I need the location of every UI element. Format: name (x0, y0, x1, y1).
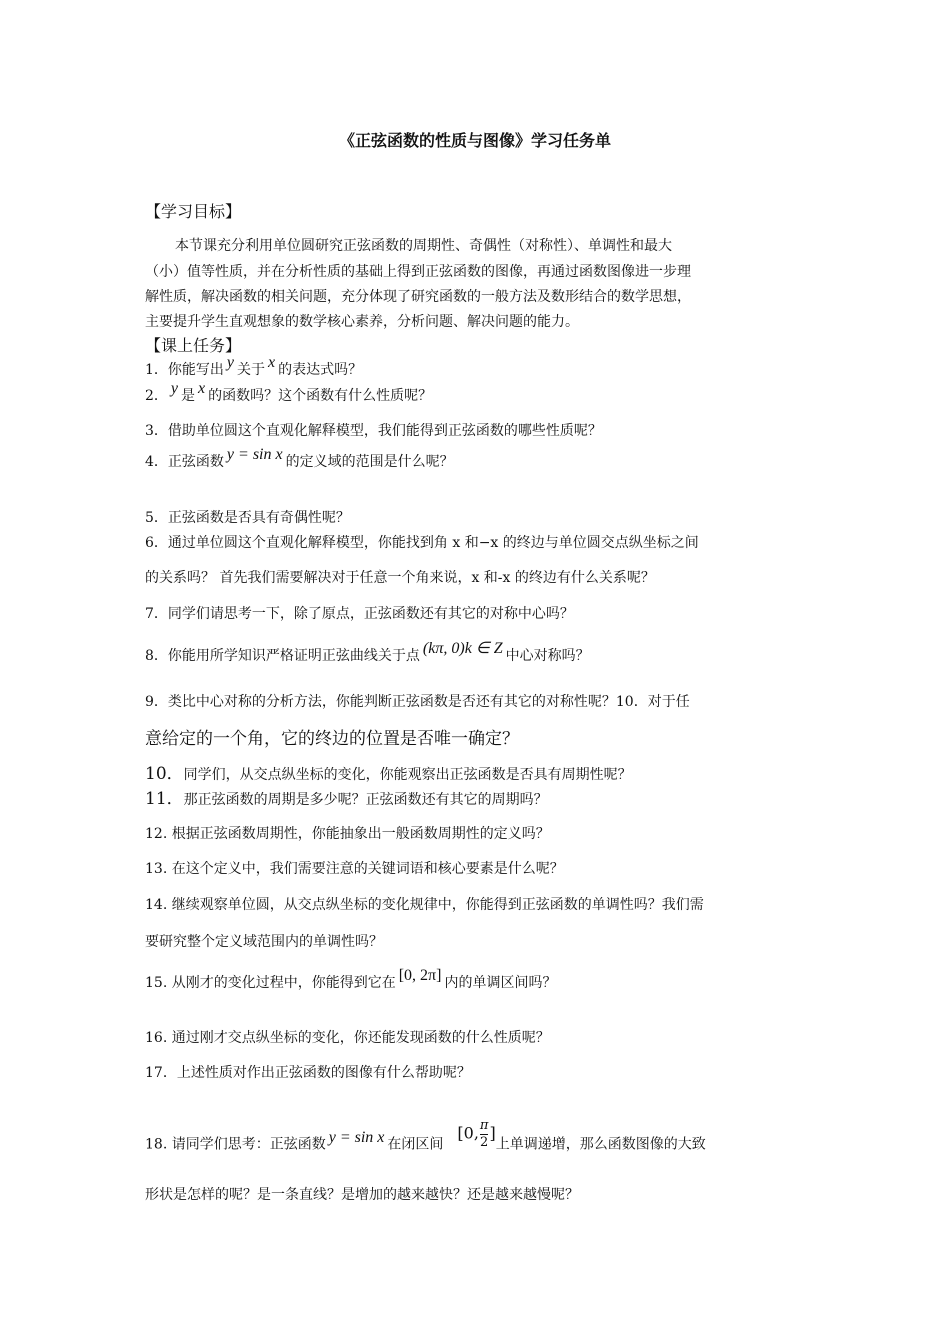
question-text: 同学们，从交点纵坐标的变化，你能观察出正弦函数是否具有周期性呢？ (183, 767, 632, 783)
question-number: 11． (145, 789, 184, 809)
question-text: 9．类比中心对称的分析方法，你能判断正弦函数是否还有其它的对称性呢？10．对于任 (145, 694, 690, 710)
fraction-denominator: 2 (480, 1135, 489, 1150)
question-text: 的函数吗？这个函数有什么性质呢？ (208, 388, 433, 404)
question-text: 18. 请同学们思考：正弦函数 (145, 1136, 326, 1153)
goals-heading: 【学习目标】 (145, 202, 242, 221)
question-text: 你能用所学知识严格证明正弦曲线关于点 (167, 648, 420, 664)
math-expression: [0, 2π] (398, 967, 442, 984)
question-text: 你能写出 (167, 362, 224, 378)
question-text: 是 (181, 388, 196, 404)
goals-line: （小）值等性质，并在分析性质的基础上得到正弦函数的图像，再通过函数图像进一步理 (145, 264, 691, 280)
question-1 (145, 354, 363, 380)
question-18-line (145, 1118, 706, 1161)
question-number: 10． (145, 764, 184, 784)
goals-line: 主要提升学生直观想象的数学核心素养，分析问题、解决问题的能力。 (145, 314, 579, 330)
question-number: 2． (145, 388, 168, 404)
math-expression: y = sin x (328, 1128, 385, 1146)
question-text: 上单调递增，那么函数图像的大致 (495, 1136, 706, 1153)
fraction-numerator: π (479, 1118, 489, 1133)
page-title: 《正弦函数的性质与图像》学习任务单 (338, 131, 611, 150)
question-text: 正弦函数 (167, 454, 224, 470)
question-9-line: 意给定的一个角，它的终边的位置是否唯一确定？ (145, 729, 519, 749)
math-expression: y = sin x (226, 446, 283, 463)
question-text: 中心对称吗？ (505, 648, 590, 664)
question-9-line (145, 692, 690, 712)
question-11 (145, 789, 548, 810)
question-number: 4． (145, 454, 168, 470)
question-3: 3．借助单位圆这个直观化解释模型，我们能得到正弦函数的哪些性质呢？ (145, 423, 602, 439)
question-8 (145, 640, 590, 666)
math-x: x (268, 354, 276, 371)
question-16: 16. 通过刚才交点纵坐标的变化，你还能发现函数的什么性质呢？ (145, 1030, 550, 1046)
question-text: 在闭区间 (387, 1136, 444, 1153)
question-14-line: 要研究整个定义域范围内的单调性吗？ (145, 934, 383, 950)
question-13: 13. 在这个定义中，我们需要注意的关键词语和核心要素是什么呢？ (145, 861, 564, 877)
math-x: x (198, 380, 206, 397)
question-number: 1． (145, 362, 168, 378)
question-text: 那正弦函数的周期是多少呢？正弦函数还有其它的周期吗？ (183, 792, 548, 808)
question-7: 7．同学们请思考一下，除了原点，正弦函数还有其它的对称中心吗？ (145, 606, 574, 622)
goals-line: 本节课充分利用单位圆研究正弦函数的周期性、奇偶性（对称性）、单调性和最大 (175, 238, 672, 254)
question-5: 5．正弦函数是否具有奇偶性呢？ (145, 510, 350, 526)
math-expression: (kπ, 0)k ∈ Z (422, 640, 503, 657)
question-15 (145, 967, 557, 993)
question-14-line: 14. 继续观察单位圆，从交点纵坐标的变化规律中，你能得到正弦函数的单调性吗？我们需 (145, 897, 704, 913)
tasks-heading: 【课上任务】 (145, 336, 242, 355)
math-y: y (170, 380, 179, 397)
question-text: 关于 (237, 362, 266, 378)
question-text: 15. 从刚才的变化过程中，你能得到它在 (145, 975, 396, 991)
question-6-line: 6．通过单位圆这个直观化解释模型，你能找到角 x 和−x 的终边与单位圆交点纵坐标之间 (145, 535, 699, 551)
math-y: y (226, 354, 235, 371)
question-18-line: 形状是怎样的呢？是一条直线？是增加的越来越快？还是越来越慢呢？ (145, 1187, 579, 1203)
goals-line: 解性质，解决函数的相关问题，充分体现了研究函数的一般方法及数形结合的数学思想， (145, 289, 691, 305)
question-2 (145, 380, 433, 406)
question-6-line: 的关系吗？ 首先我们需要解决对于任意一个角来说，x 和-x 的终边有什么关系呢？ (145, 570, 655, 586)
question-number: 8． (145, 648, 168, 664)
question-4 (145, 446, 454, 472)
question-17: 17．上述性质对作出正弦函数的图像有什么帮助呢？ (145, 1065, 471, 1081)
math-interval: [0, $\frac{\pi}{2}$ ] (457, 1118, 496, 1150)
question-text: 的定义域的范围是什么呢？ (285, 454, 454, 470)
question-12: 12. 根据正弦函数周期性，你能抽象出一般函数周期性的定义吗？ (145, 826, 550, 842)
question-text: 的表达式吗？ (278, 362, 363, 378)
question-text: 内的单调区间吗？ (444, 975, 557, 991)
question-10 (145, 764, 632, 785)
